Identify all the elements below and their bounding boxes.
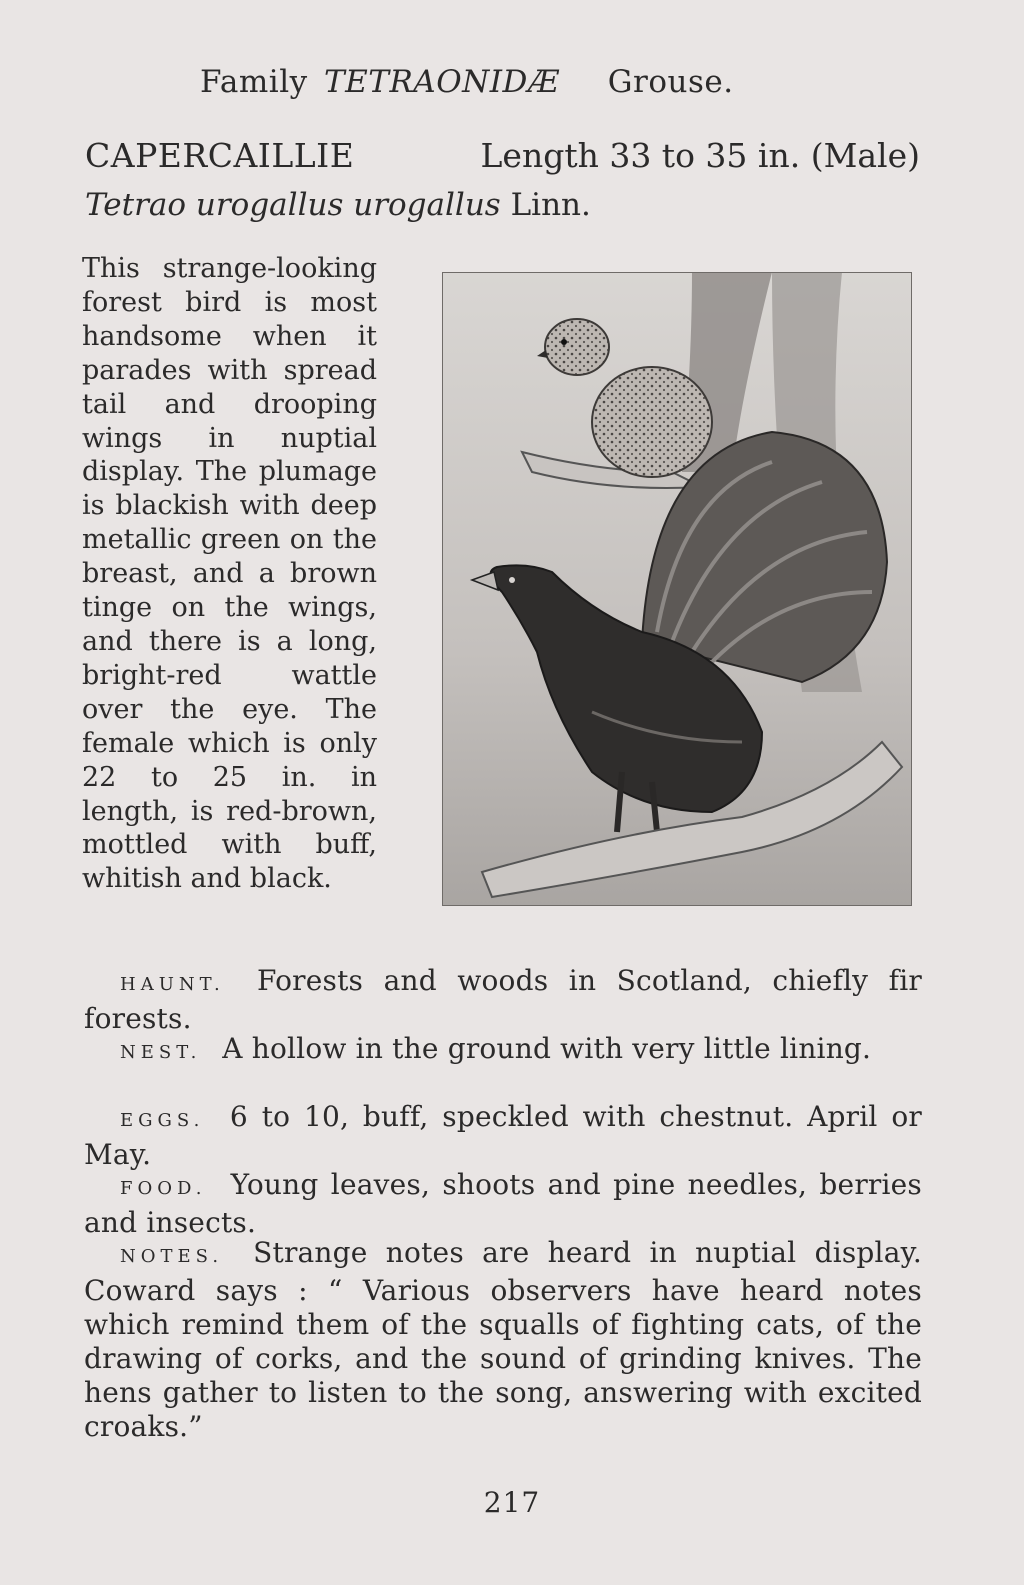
species-authority: Linn.	[510, 187, 591, 223]
species-length: Length 33 to 35 in. (Male)	[480, 136, 920, 175]
entry-text: Young leaves, shoots and pine needles, berries and insects.	[84, 1168, 922, 1239]
entry-label: EGGS.	[120, 1110, 205, 1131]
family-heading	[200, 64, 734, 100]
entry-nest	[84, 1032, 922, 1070]
entry-text: Strange notes are heard in nuptial display. Coward says : “ Various observers have heard notes which remind them of the squalls of fighting cats, of the drawing of corks, and the sound of grinding knives. The hens gather to listen to the song, answering with excited croaks.”	[84, 1236, 922, 1443]
entry-notes	[84, 1236, 922, 1444]
entry-label: NOTES.	[120, 1246, 224, 1267]
entry-text: A hollow in the ground with very little lining.	[222, 1032, 872, 1065]
family-name: TETRAONIDÆ	[323, 64, 560, 100]
scientific-name: Tetrao urogallus urogallus	[85, 187, 501, 223]
entry-food	[84, 1168, 922, 1240]
species-description: This strange-looking forest bird is most handsome when it parades with spread tail and drooping wings in nuptial display. The plumage is blackish with deep metallic green on the breast, and a brown tinge on the wings, and there is a long, bright-red wattle over the eye. The female which is only 22 to 25 in. in length, is red-brown, mottled with buff, whitish and black.	[82, 253, 377, 895]
entry-text: 6 to 10, buff, speckled with chestnut. April or May.	[84, 1100, 922, 1171]
species-title	[85, 136, 920, 175]
capercaillie-illustration	[442, 272, 912, 906]
entry-eggs	[84, 1100, 922, 1172]
entry-label: FOOD.	[120, 1178, 207, 1199]
entry-haunt	[84, 964, 922, 1036]
scientific-name-line	[85, 187, 591, 223]
illustration-drawing	[442, 272, 912, 906]
entry-label: NEST.	[120, 1042, 202, 1063]
family-prefix: Family	[200, 64, 308, 100]
entry-text: Forests and woods in Scotland, chiefly fir forests.	[84, 964, 922, 1035]
family-common-name: Grouse.	[607, 64, 734, 100]
species-common-name: CAPERCAILLIE	[85, 136, 355, 175]
entry-label: HAUNT.	[120, 974, 225, 995]
page-number: 217	[483, 1486, 541, 1519]
